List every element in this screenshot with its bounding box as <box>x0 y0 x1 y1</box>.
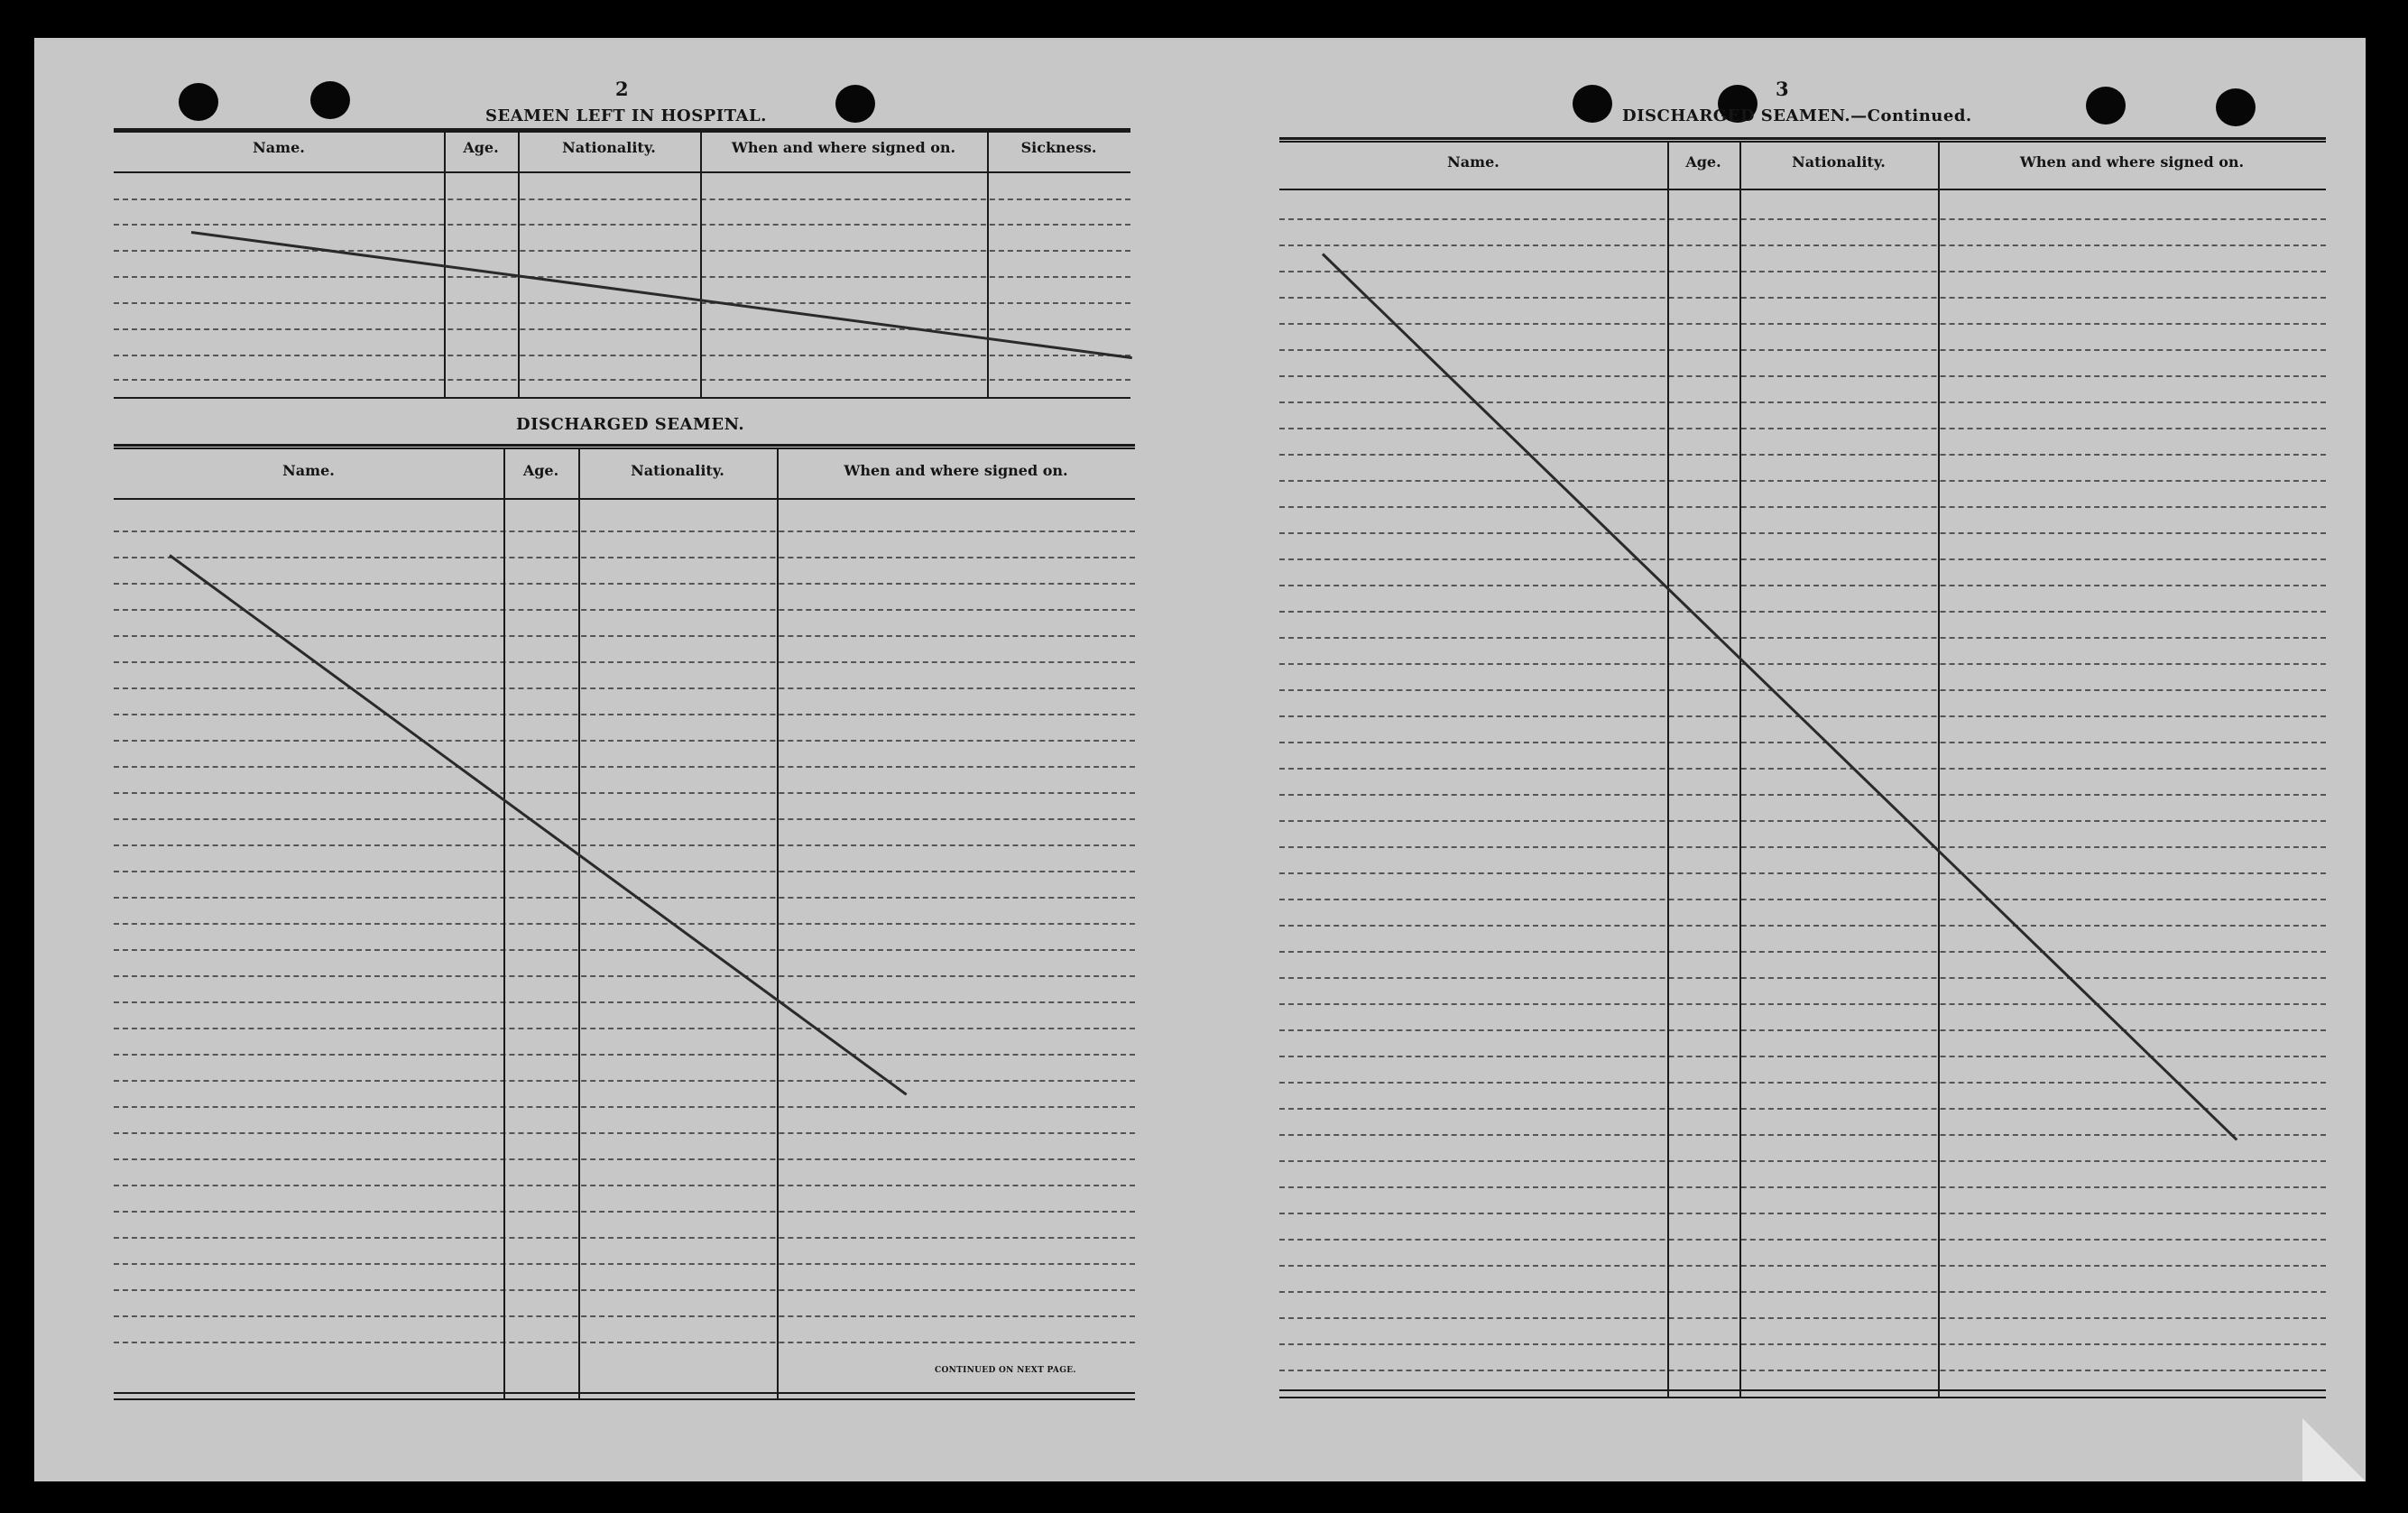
continued-note: CONTINUED ON NEXT PAGE. <box>935 1366 1076 1375</box>
discharged-continued-title: DISCHARGED SEAMEN.—Continued. <box>1622 106 1972 125</box>
discharged-table-right <box>1279 137 2326 1406</box>
hospital-col-nationality: Nationality. <box>562 139 656 156</box>
discharged-col-name: Name. <box>282 462 335 479</box>
discharged-col-age: Age. <box>522 462 559 479</box>
hospital-col-name: Name. <box>253 139 305 156</box>
punch-hole <box>835 85 875 123</box>
hospital-section-title: SEAMEN LEFT IN HOSPITAL. <box>485 106 767 125</box>
discharged-section-title: DISCHARGED SEAMEN. <box>516 415 745 434</box>
punch-hole <box>2216 88 2256 126</box>
hospital-col-age: Age. <box>463 139 499 156</box>
punch-hole <box>179 83 218 121</box>
page-number-left: 2 <box>615 78 629 100</box>
discharged-col-signed-on: When and where signed on. <box>844 462 1068 479</box>
punch-hole <box>2086 87 2126 125</box>
discharged-table-left <box>114 444 1135 1409</box>
hospital-table <box>114 128 1130 448</box>
continued-col-signed-on: When and where signed on. <box>2019 153 2245 171</box>
page-number-right: 3 <box>1776 78 1789 100</box>
punch-hole <box>310 81 350 119</box>
continued-col-name: Name. <box>1447 153 1499 171</box>
hospital-col-signed-on: When and where signed on. <box>731 139 956 156</box>
folded-corner <box>2302 1418 2366 1481</box>
document-sheet <box>34 38 2366 1481</box>
continued-col-age: Age. <box>1685 153 1721 171</box>
punch-hole <box>1573 85 1612 123</box>
continued-col-nationality: Nationality. <box>1792 153 1886 171</box>
hospital-col-sickness: Sickness. <box>1020 139 1097 156</box>
cancel-strike-line <box>1322 253 2237 1140</box>
discharged-col-nationality: Nationality. <box>631 462 724 479</box>
